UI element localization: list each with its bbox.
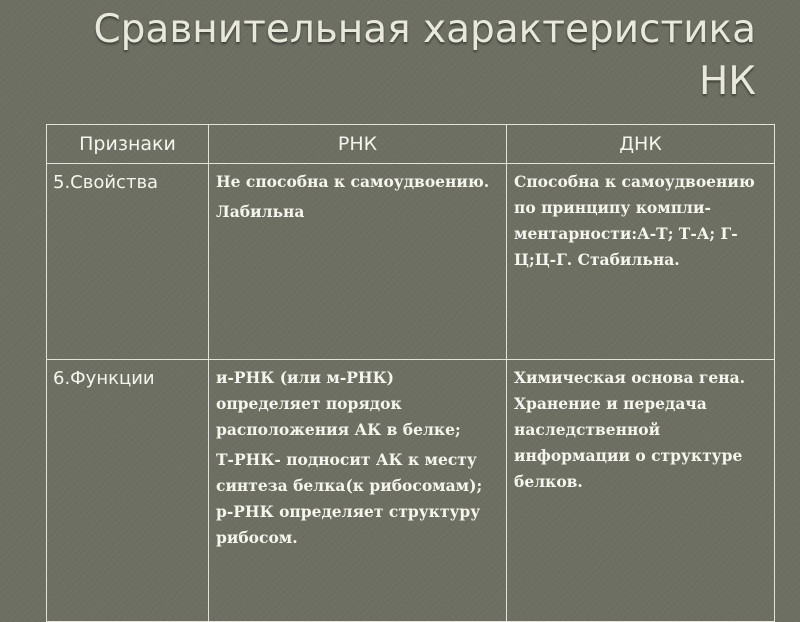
header-rna: РНК [209,125,507,164]
slide-title [50,4,756,108]
table-row-properties [47,164,775,360]
cell-text: и-РНК (или м-РНК) определяет порядок расположения АК в белке; [216,368,461,439]
cell-text: Не способна к самоудвоению. [216,172,490,191]
slide-title-line-2: НК [698,59,756,104]
header-features: Признаки [47,125,209,164]
cell-text: Лабильна [216,202,305,221]
comparison-table [46,124,775,622]
cell-text: Способна к самоудвоению по принципу компли-ментарности:А-Т; Т-А; Г-Ц;Ц-Г. Стабильна. [514,172,755,269]
header-dna: ДНК [507,125,775,164]
cell-text: Химическая основа гена. Хранение и передача наследственной информации о структуре белков. [514,368,746,491]
cell-rna-properties [209,164,507,360]
row-label-properties: 5.Свойства [47,164,209,360]
slide-title-line-1: Сравнительная характеристика [93,7,756,52]
cell-rna-functions [209,360,507,622]
table-row-functions [47,360,775,622]
table-header-row [47,125,775,164]
row-label-functions: 6.Функции [47,360,209,622]
cell-dna-properties [507,164,775,360]
cell-dna-functions [507,360,775,622]
cell-text: Т-РНК- подносит АК к месту синтеза белка(к рибосомам); р-РНК определяет структуру рибосом. [216,450,483,547]
